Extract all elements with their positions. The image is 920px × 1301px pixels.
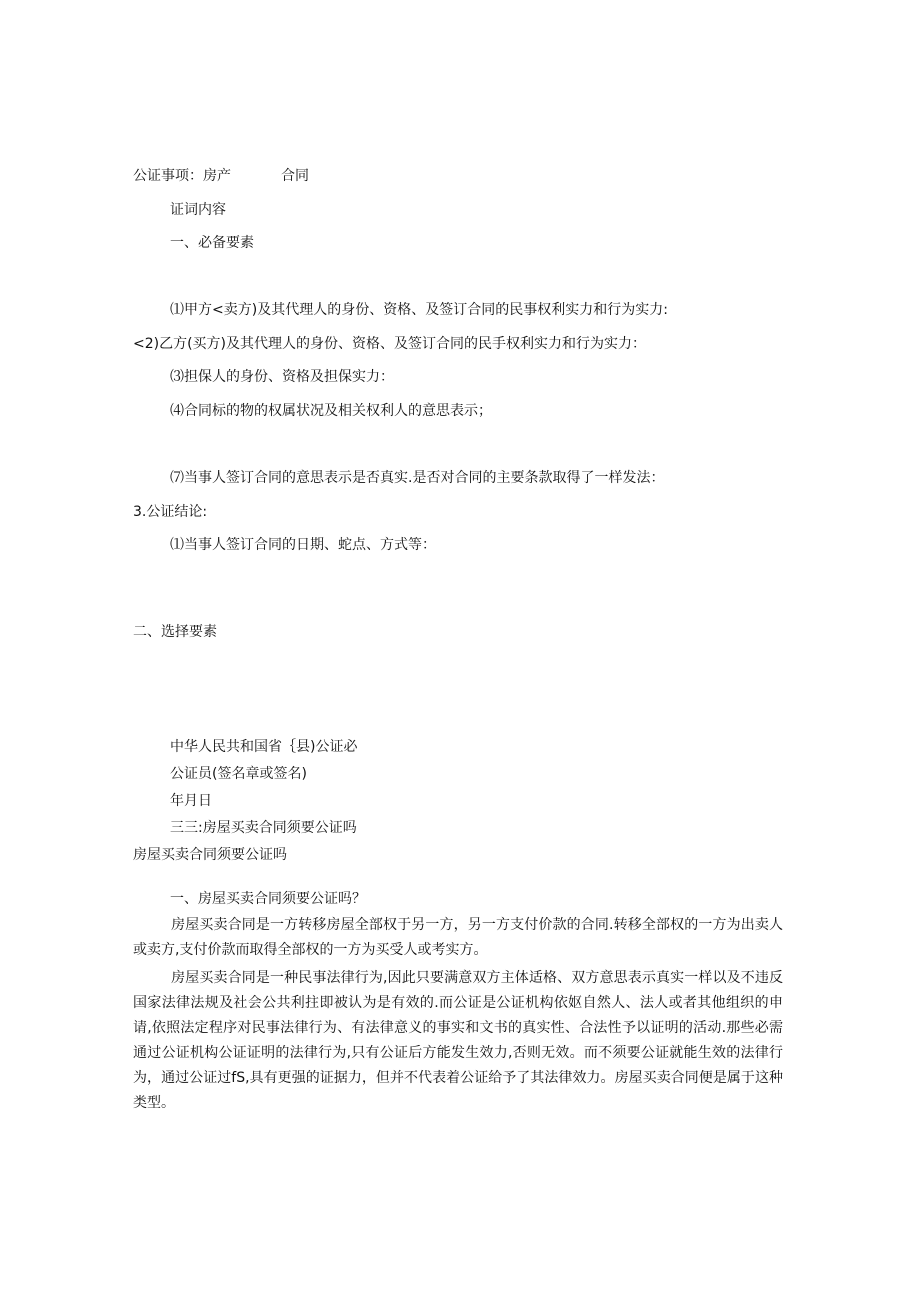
signature-office: 中华人民共和国省｛县)公证必 bbox=[170, 739, 358, 755]
paragraph-2 bbox=[133, 966, 783, 1116]
paragraph-1-text: 房屋买卖合同是一方转移房屋全部权于另一方，另一方支付价款的合同.转移全部权的一方为出卖人或卖方,支付价款而取得全部权的一方为买受人或考实方。 bbox=[133, 917, 783, 958]
section2-title: 二、选择要素 bbox=[133, 624, 217, 640]
header-suffix: 合同 bbox=[281, 168, 309, 184]
required-item-4: ⑷合同标的物的权属状况及相关权利人的意思表示； bbox=[170, 403, 492, 419]
question-heading: 一、房屋买卖合同须要公证吗？ bbox=[170, 891, 366, 907]
signature-date: 年月日 bbox=[170, 793, 212, 809]
required-item-2: <2)乙方(买方)及其代理人的身份、资格、及签订合同的民手权利实力和行为实力： bbox=[133, 336, 647, 352]
required-item-1: ⑴甲方<卖方)及其代理人的身份、资格、及签订合同的民事权利实力和行为实力: bbox=[170, 302, 668, 318]
paragraph-2-text: 房屋买卖合同是一种民事法律行为,因此只要满意双方主体适格、双方意思表示真实一样以及不违反国家法律法规及社会公共利拄即被认为是有效的.而公证是公证机构依妪自然人、法人或者其他组织的申请,依照法定程序对民事法律行为、有法律意义的事实和文书的真实性、合法性予以证明的活动.那些必需通过公证机构公证证明的法律行为,只有公证后方能发生效力,否则无效。而不须要公证就能生效的法律行为，通过公证过fS,具有更强的证据力，但并不代表着公证给予了其法律效力。房屋买卖合同便是属于这种类型。 bbox=[133, 970, 783, 1111]
section1-title: 一、必备要素 bbox=[170, 235, 254, 251]
notary-matter-header bbox=[133, 167, 309, 185]
header-prefix: 公证事项：房产 bbox=[133, 168, 231, 184]
signature-notary: 公证员(签名章或签名) bbox=[170, 766, 307, 782]
required-item-3: ⑶担保人的身份、资格及担保实力： bbox=[170, 369, 394, 385]
paragraph-1 bbox=[133, 913, 783, 963]
conclusion-title: 3.公证结论: bbox=[133, 504, 208, 520]
certificate-content-heading: 证词内容 bbox=[170, 202, 226, 218]
conclusion-item-1: ⑴当事人签订合同的日期、蛇点、方式等： bbox=[170, 537, 436, 553]
required-item-7: ⑺当事人签订合同的意思表示是否真实.是否对合同的主要条款取得了一样发法： bbox=[170, 470, 665, 486]
article-title: 房屋买卖合同须要公证吗 bbox=[133, 847, 287, 863]
sub-title: 三三:房屋买卖合同须要公证吗 bbox=[170, 820, 357, 836]
